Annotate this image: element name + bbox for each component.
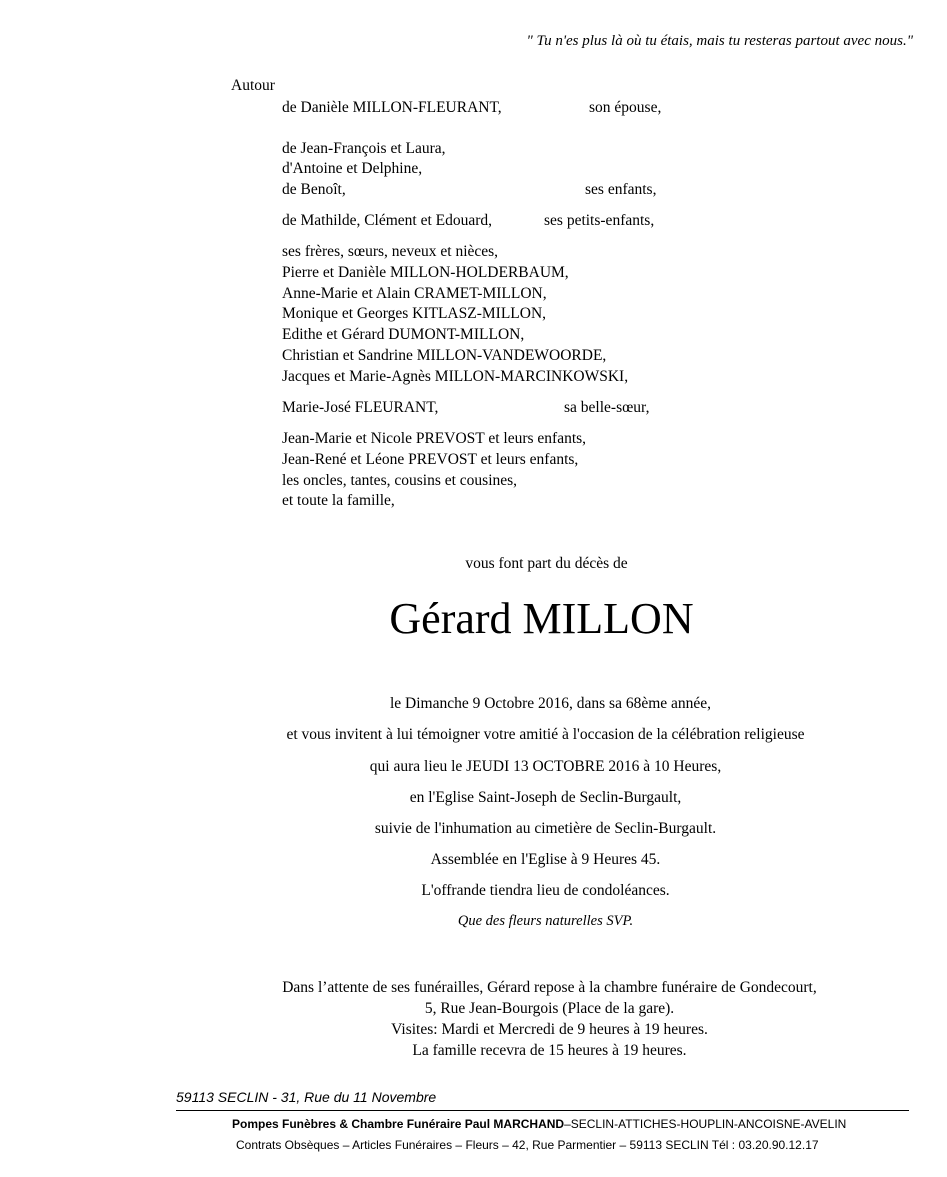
funeral-home-services: Contrats Obsèques – Articles Funéraires – Fleurs – 42, Rue Parmentier – 59113 SECLIN Tél : 03.20.90.12.17 xyxy=(236,1138,819,1152)
relative-line: Jean-Marie et Nicole PREVOST et leurs enfants, xyxy=(282,430,587,447)
visitation-line: 5, Rue Jean-Bourgois (Place de la gare). xyxy=(424,1000,675,1017)
spouse-role: son épouse, xyxy=(589,99,662,116)
company-locations: –SECLIN-ATTICHES-HOUPLIN-ANCOISNE-AVELIN xyxy=(564,1117,847,1131)
footer-divider xyxy=(176,1110,909,1111)
spouse-name: de Danièle MILLON-FLEURANT, xyxy=(282,99,502,116)
ceremony-line: L'offrande tiendra lieu de condoléances. xyxy=(421,882,670,899)
visitation-line: La famille recevra de 15 heures à 19 heures. xyxy=(412,1042,687,1059)
visitation-line: Visites: Mardi et Mercredi de 9 heures à 19 heures. xyxy=(391,1021,708,1038)
funeral-home-heading xyxy=(232,1118,846,1130)
visitation-line: Dans l’attente de ses funérailles, Gérard repose à la chambre funéraire de Gondecourt, xyxy=(282,979,817,996)
relative-line: et toute la famille, xyxy=(282,492,395,509)
ceremony-line: qui aura lieu le JEUDI 13 OCTOBRE 2016 à 10 Heures, xyxy=(369,758,722,775)
company-name: Pompes Funèbres & Chambre Funéraire Paul MARCHAND xyxy=(232,1117,565,1131)
ceremony-line: le Dimanche 9 Octobre 2016, dans sa 68ème année, xyxy=(389,695,712,712)
sibling-line: Edithe et Gérard DUMONT-MILLON, xyxy=(282,326,525,343)
sister-in-law-role: sa belle-sœur, xyxy=(564,399,650,416)
children-role: ses enfants, xyxy=(585,181,657,198)
ceremony-line: suivie de l'inhumation au cimetière de Seclin-Burgault. xyxy=(374,820,717,837)
sibling-line: Pierre et Danièle MILLON-HOLDERBAUM, xyxy=(282,264,569,281)
child-line: d'Antoine et Delphine, xyxy=(282,160,423,177)
relative-line: les oncles, tantes, cousins et cousines, xyxy=(282,472,518,489)
sibling-line: Monique et Georges KITLASZ-MILLON, xyxy=(282,305,547,322)
epigraph: " Tu n'es plus là où tu étais, mais tu resteras partout avec nous." xyxy=(526,33,913,49)
deceased-name: Gérard MILLON xyxy=(389,594,694,643)
ceremony-line: en l'Eglise Saint-Joseph de Seclin-Burgault, xyxy=(409,789,682,806)
funeral-home-address: 59113 SECLIN - 31, Rue du 11 Novembre xyxy=(176,1089,437,1105)
sibling-line: ses frères, sœurs, neveux et nièces, xyxy=(282,243,499,260)
ceremony-line: Assemblée en l'Eglise à 9 Heures 45. xyxy=(430,851,661,868)
relative-line: Jean-René et Léone PREVOST et leurs enfants, xyxy=(282,451,579,468)
grandchildren-names: de Mathilde, Clément et Edouard, xyxy=(282,212,493,229)
announcement-text: vous font part du décès de xyxy=(465,555,628,572)
sister-in-law-name: Marie-José FLEURANT, xyxy=(282,399,439,416)
sibling-line: Jacques et Marie-Agnès MILLON-MARCINKOWSKI, xyxy=(282,368,629,385)
intro-text: Autour xyxy=(231,77,275,94)
child-line: de Jean-François et Laura, xyxy=(282,140,446,157)
child-line: de Benoît, xyxy=(282,181,346,198)
flowers-note: Que des fleurs naturelles SVP. xyxy=(457,913,634,929)
ceremony-line: et vous invitent à lui témoigner votre amitié à l'occasion de la célébration religieuse xyxy=(286,726,805,743)
grandchildren-role: ses petits-enfants, xyxy=(544,212,655,229)
sibling-line: Christian et Sandrine MILLON-VANDEWOORDE, xyxy=(282,347,607,364)
sibling-line: Anne-Marie et Alain CRAMET-MILLON, xyxy=(282,285,547,302)
